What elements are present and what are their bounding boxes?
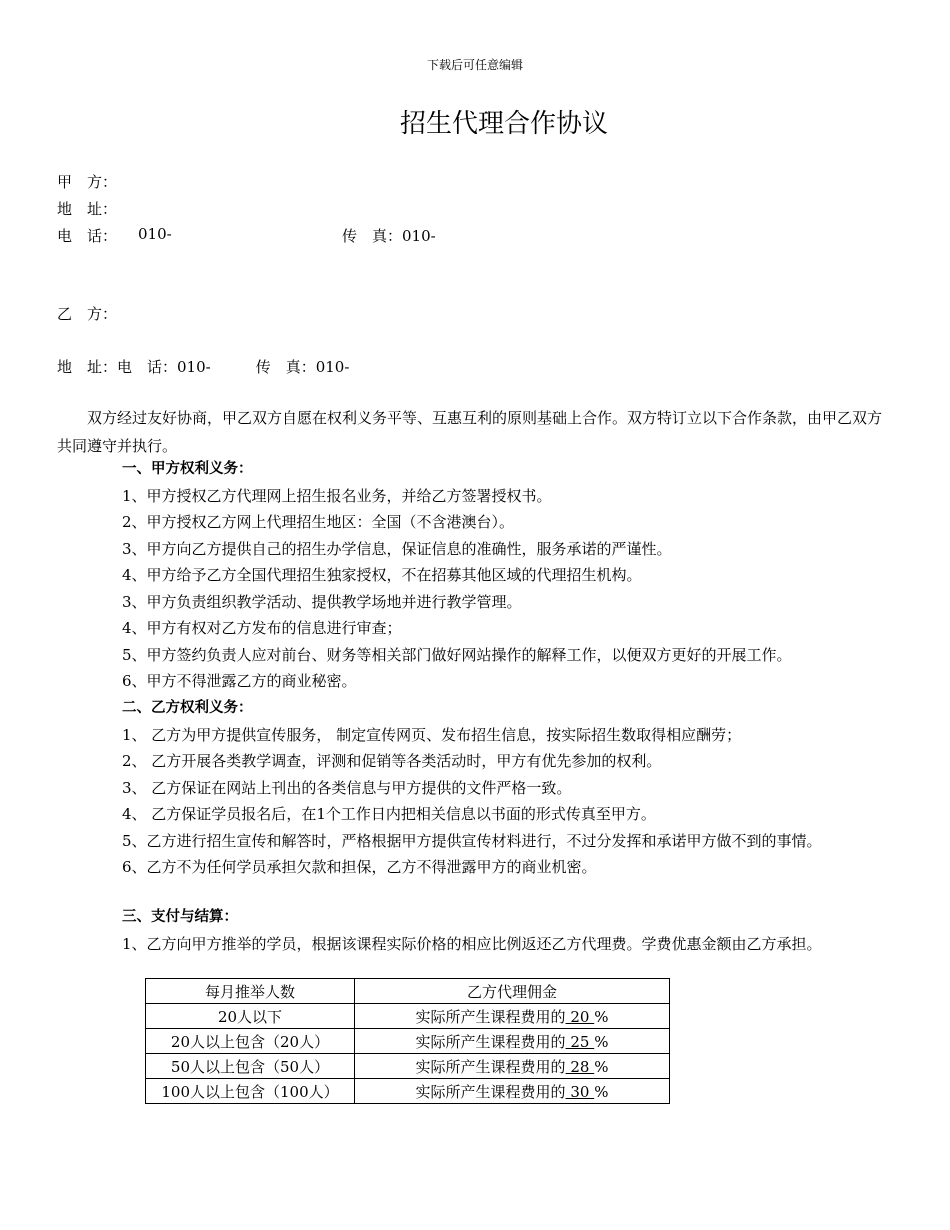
list-item: 4、甲方有权对乙方发布的信息进行审查；	[122, 619, 402, 637]
tier-cell: 100人以上包含（100人）	[146, 1079, 355, 1104]
list-item: 1、甲方授权乙方代理网上招生报名业务，并给乙方签署授权书。	[122, 486, 552, 505]
header-tier: 每月推举人数	[146, 979, 355, 1004]
table-header-row	[146, 979, 670, 1004]
list-item: 6、甲方不得泄露乙方的商业秘密。	[122, 672, 357, 690]
list-item: 4、甲方给予乙方全国代理招生独家授权，不在招募其他区域的代理招生机构。	[122, 566, 642, 584]
section-a-heading: 一、甲方权利义务：	[122, 461, 253, 477]
section-b-heading: 二、乙方权利义务：	[122, 700, 253, 716]
commission-prefix: 实际所产生课程费用的	[415, 1057, 566, 1076]
section-a	[122, 456, 792, 695]
commission-cell	[355, 1079, 670, 1104]
list-item: 5、乙方进行招生宣传和解答时，严格根据甲方提供宣传材料进行，不过分发挥和承诺甲方做不到的事情。	[122, 831, 822, 850]
party-a-phone-label: 电 话：	[57, 227, 118, 245]
list-item: 3、甲方负责组织教学活动、提供教学场地并进行教学管理。	[122, 592, 522, 611]
percent-sign: %	[594, 1057, 609, 1076]
commission-prefix: 实际所产生课程费用的	[415, 1032, 566, 1051]
list-item: 6、乙方不为任何学员承担欠款和担保，乙方不得泄露甲方的商业机密。	[122, 858, 597, 876]
list-item: 1、 乙方为甲方提供宣传服务， 制定宣传网页、发布招生信息，按实际招生数取得相应酬劳；	[122, 725, 742, 744]
page-title: 招生代理合作协议	[400, 109, 609, 139]
commission-percent: 28	[565, 1057, 595, 1076]
table-row	[146, 1079, 670, 1104]
percent-sign: %	[594, 1082, 609, 1101]
table-row	[146, 1054, 670, 1079]
commission-percent: 30	[565, 1082, 595, 1101]
tier-cell: 20人以上包含（20人）	[146, 1029, 355, 1054]
commission-percent: 20	[565, 1007, 595, 1026]
party-b-name-label: 乙 方：	[57, 305, 118, 323]
tier-cell: 50人以上包含（50人）	[146, 1054, 355, 1079]
party-a-address-label: 地 址：	[57, 200, 118, 218]
intro-paragraph: 双方经过友好协商，甲乙双方自愿在权利义务平等、互惠互利的原则基础上合作。双方特订立以下合作条款，由甲乙双方共同遵守并执行。	[57, 409, 883, 455]
header-commission: 乙方代理佣金	[355, 979, 670, 1004]
section-b	[122, 695, 822, 881]
section-c-heading: 三、支付与结算：	[122, 909, 238, 925]
list-item: 3、甲方向乙方提供自己的招生办学信息，保证信息的准确性，服务承诺的严谨性。	[122, 539, 672, 558]
section-c	[122, 904, 822, 957]
commission-cell	[355, 1029, 670, 1054]
commission-percent: 25	[565, 1032, 595, 1051]
list-item: 4、 乙方保证学员报名后，在1个工作日内把相关信息以书面的形式传真至甲方。	[122, 805, 656, 823]
party-a-name-label: 甲 方：	[57, 173, 118, 191]
list-item: 3、 乙方保证在网站上刊出的各类信息与甲方提供的文件严格一致。	[122, 778, 572, 797]
party-b-contact-line: 地 址：电 话：010- 传 真：010-	[57, 358, 350, 376]
commission-prefix: 实际所产生课程费用的	[415, 1082, 566, 1101]
party-a-phone-value: 010-	[138, 225, 172, 243]
tier-cell: 20人以下	[146, 1004, 355, 1029]
percent-sign: %	[594, 1007, 609, 1026]
commission-table	[145, 978, 670, 1104]
commission-cell	[355, 1054, 670, 1079]
table-row	[146, 1004, 670, 1029]
list-item: 2、甲方授权乙方网上代理招生地区：全国（不含港澳台）。	[122, 513, 515, 531]
table-row	[146, 1029, 670, 1054]
list-item: 5、甲方签约负责人应对前台、财务等相关部门做好网站操作的解释工作，以便双方更好的开展工作。	[122, 645, 792, 664]
percent-sign: %	[594, 1032, 609, 1051]
list-item: 1、乙方向甲方推举的学员，根据该课程实际价格的相应比例返还乙方代理费。学费优惠金额由乙方承担。	[122, 934, 822, 953]
commission-cell	[355, 1004, 670, 1029]
party-a-fax: 传 真：010-	[342, 227, 436, 245]
commission-prefix: 实际所产生课程费用的	[415, 1007, 566, 1026]
list-item: 2、 乙方开展各类教学调查，评测和促销等各类活动时，甲方有优先参加的权利。	[122, 752, 662, 770]
header-note: 下载后可任意编辑	[426, 58, 523, 72]
